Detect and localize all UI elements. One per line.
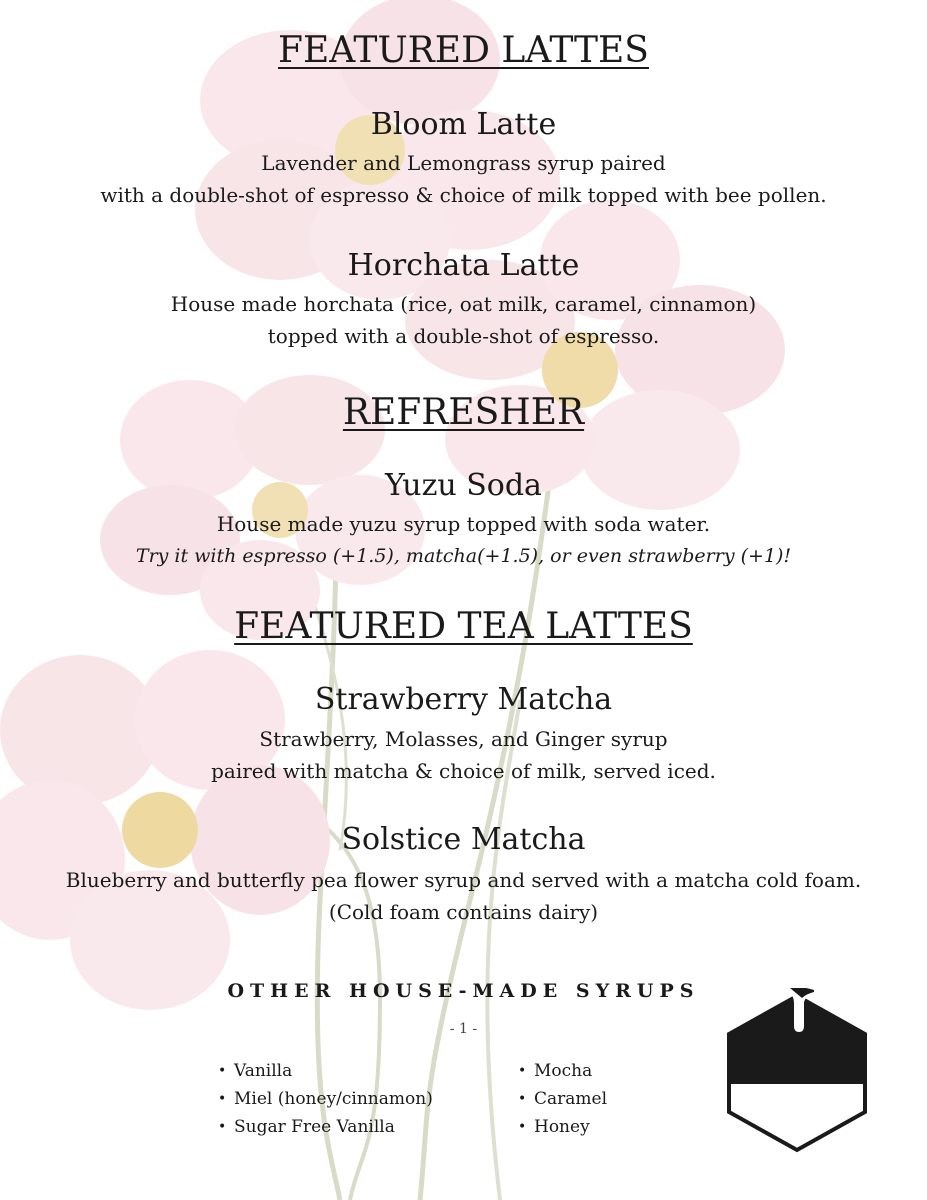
section-title-refresher: REFRESHER <box>342 392 585 433</box>
item-desc-solstice-matcha <box>0 864 927 928</box>
item-name-strawberry-matcha: Strawberry Matcha <box>314 682 613 717</box>
desc-line: topped with a double-shot of espresso. <box>267 324 660 348</box>
page-number: - 1 - <box>449 1021 478 1037</box>
desc-note: Try it with espresso (+1.5), matcha(+1.5), or even strawberry (+1)! <box>135 545 792 567</box>
desc-line: paired with matcha & choice of milk, served iced. <box>211 759 716 783</box>
item-desc-horchata-latte <box>0 288 927 352</box>
list-item: • Sugar Free Vanilla <box>216 1113 433 1141</box>
item-name-solstice-matcha: Solstice Matcha <box>341 822 586 857</box>
desc-line: Lavender and Lemongrass syrup paired <box>261 151 666 175</box>
desc-line: House made horchata (rice, oat milk, caramel, cinnamon) <box>170 292 757 316</box>
desc-line: (Cold foam contains dairy) <box>328 900 599 924</box>
list-item: • Caramel <box>516 1085 607 1113</box>
list-item: • Miel (honey/cinnamon) <box>216 1085 433 1113</box>
syrup-list-left <box>216 1057 433 1141</box>
desc-line: Blueberry and butterfly pea flower syrup and served with a matcha cold foam. <box>65 868 862 892</box>
section-title-tea-lattes: FEATURED TEA LATTES <box>234 606 693 647</box>
item-name-horchata-latte: Horchata Latte <box>347 248 580 283</box>
desc-line: with a double-shot of espresso & choice of milk topped with bee pollen. <box>100 183 827 207</box>
syrups-title: OTHER HOUSE-MADE SYRUPS <box>227 980 700 1002</box>
list-item: • Vanilla <box>216 1057 433 1085</box>
syrup-list-right <box>516 1057 607 1141</box>
item-desc-bloom-latte <box>0 147 927 211</box>
desc-line: House made yuzu syrup topped with soda water. <box>216 512 711 536</box>
item-desc-yuzu-soda <box>0 508 927 572</box>
desc-line: Strawberry, Molasses, and Ginger syrup <box>259 727 668 751</box>
list-item: • Honey <box>516 1113 607 1141</box>
item-desc-strawberry-matcha <box>0 723 927 787</box>
item-name-yuzu-soda: Yuzu Soda <box>385 468 542 503</box>
item-name-bloom-latte: Bloom Latte <box>370 107 557 142</box>
section-title-lattes: FEATURED LATTES <box>278 30 649 71</box>
list-item: • Mocha <box>516 1057 607 1085</box>
